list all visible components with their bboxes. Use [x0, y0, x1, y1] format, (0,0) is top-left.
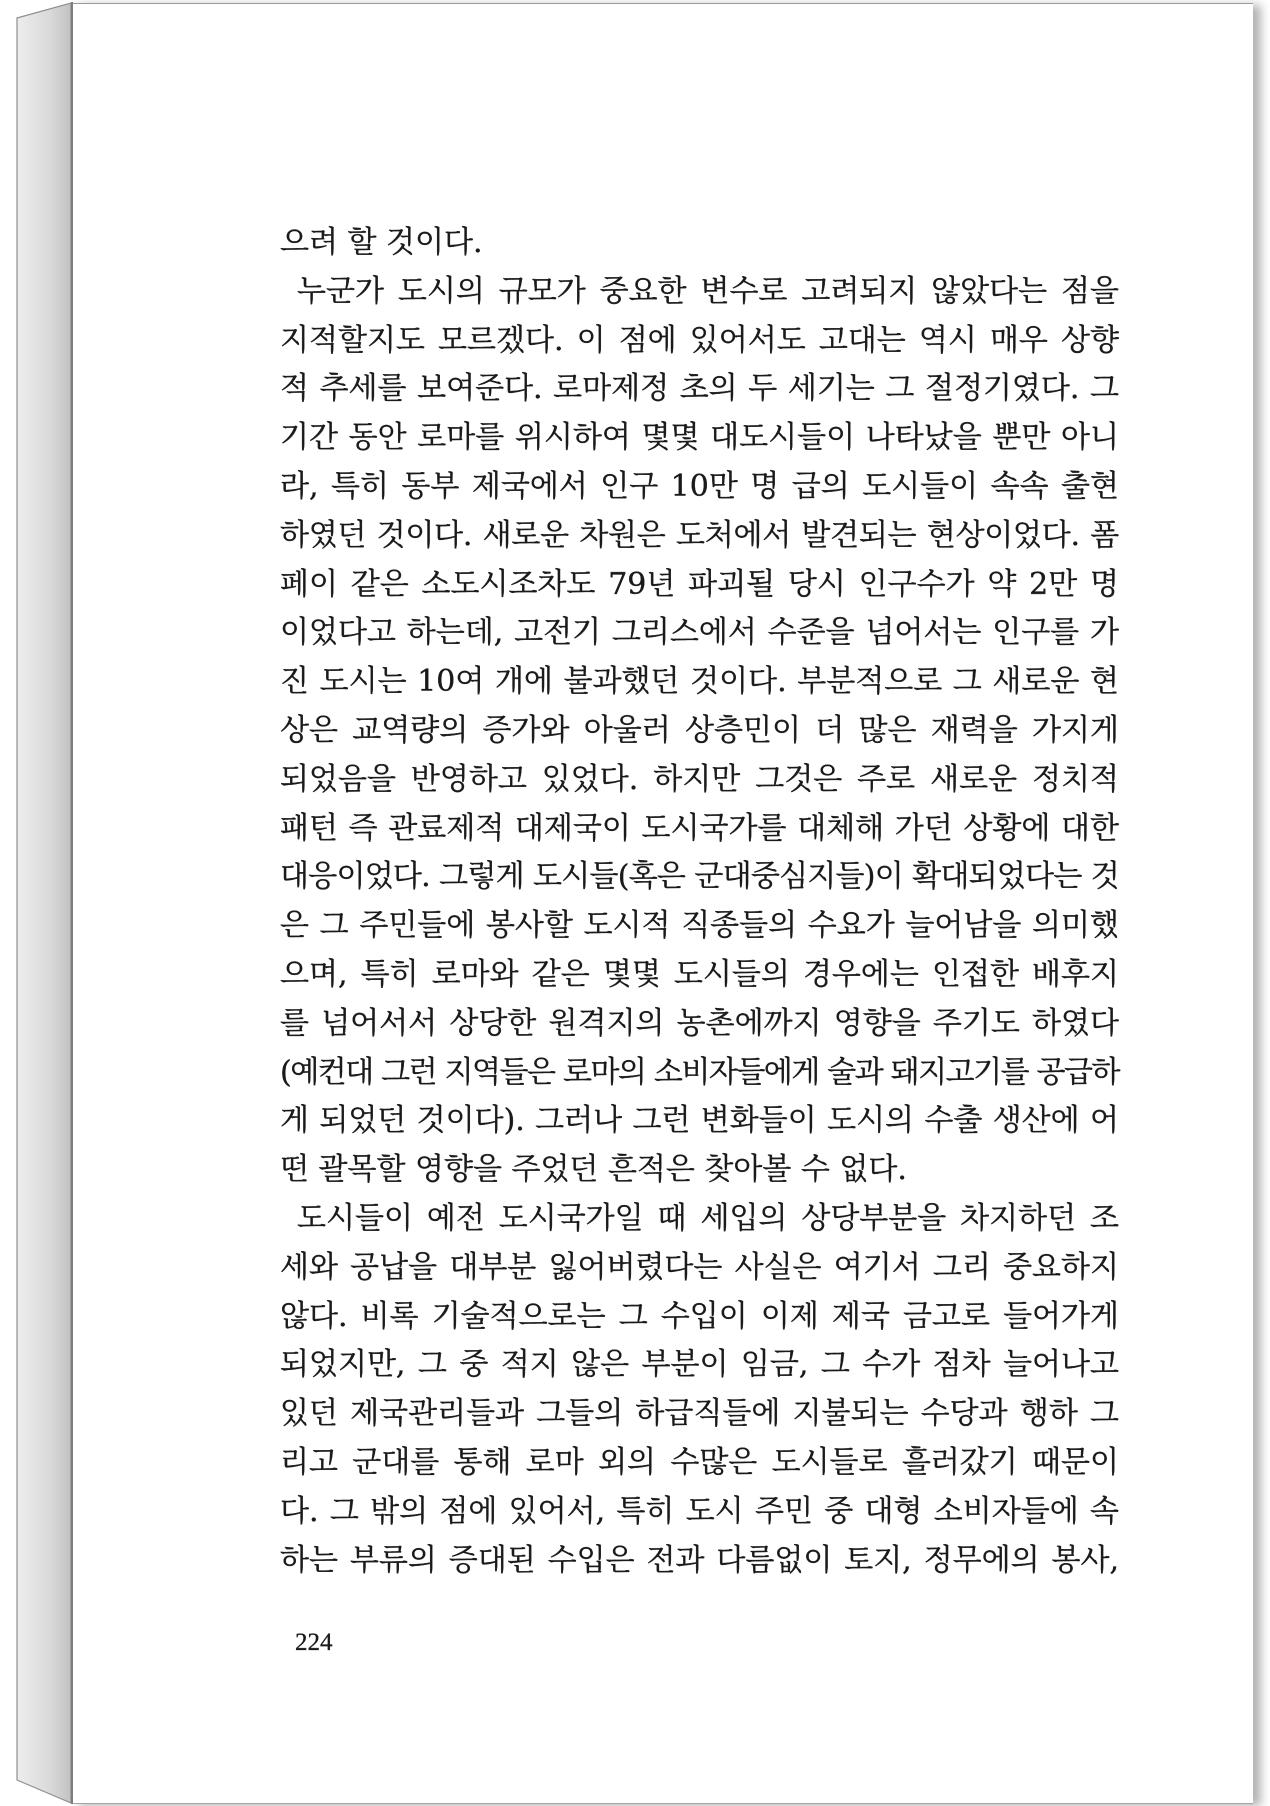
- line-text: 이었다고 하는데, 고전기 그리스에서 수준을 넘어서는 인구를 가: [280, 615, 1119, 651]
- line-text: 않다. 비록 기술적으로는 그 수입이 이제 제국 금고로 들어가게: [280, 1298, 1119, 1334]
- line-text: 리고 군대를 통해 로마 외의 수많은 도시들로 흘러갔기 때문이: [280, 1444, 1119, 1480]
- text-line: [280, 1537, 1119, 1586]
- text-line: [280, 853, 1119, 902]
- text-line: [280, 707, 1119, 756]
- line-text: 지적할지도 모르겠다. 이 점에 있어서도 고대는 역시 매우 상향: [280, 322, 1119, 358]
- text-line: [280, 951, 1119, 1000]
- line-text: 은 그 주민들에 봉사할 도시적 직종들의 수요가 늘어남을 의미했: [280, 908, 1119, 944]
- text-line: [280, 365, 1119, 414]
- line-text: 되었음을 반영하고 있었다. 하지만 그것은 주로 새로운 정치적: [280, 761, 1119, 797]
- line-text: 으며, 특히 로마와 같은 몇몇 도시들의 경우에는 인접한 배후지: [280, 956, 1119, 992]
- line-text: 누군가 도시의 규모가 중요한 변수로 고려되지 않았다는 점을: [297, 273, 1119, 309]
- text-line: [280, 219, 1119, 268]
- line-text: 기간 동안 로마를 위시하여 몇몇 대도시들이 나타났을 뿐만 아니: [280, 420, 1119, 456]
- page-body-text: [280, 219, 1119, 1585]
- text-line: [280, 1244, 1119, 1293]
- text-line: [280, 1000, 1119, 1049]
- text-line: [280, 902, 1119, 951]
- text-line: [280, 1390, 1119, 1439]
- text-line: [280, 1341, 1119, 1390]
- text-line: [280, 609, 1119, 658]
- line-text: 도시들이 예전 도시국가일 때 세입의 상당부분을 차지하던 조: [297, 1200, 1119, 1236]
- line-text: (예컨대 그런 지역들은 로마의 소비자들에게 술과 돼지고기를 공급하: [280, 1054, 1119, 1090]
- text-line: [280, 1293, 1119, 1342]
- line-text: 페이 같은 소도시조차도 79년 파괴될 당시 인구수가 약 2만 명: [280, 566, 1119, 602]
- line-text: 패턴 즉 관료제적 대제국이 도시국가를 대체해 가던 상황에 대한: [280, 810, 1119, 846]
- line-text: 를 넘어서서 상당한 원격지의 농촌에까지 영향을 주기도 하였다: [280, 1005, 1119, 1041]
- line-text: 하는 부류의 증대된 수입은 전과 다름없이 토지, 정무에의 봉사,: [280, 1542, 1119, 1578]
- text-line: [280, 414, 1119, 463]
- text-line: [280, 561, 1119, 610]
- text-line: [280, 268, 1119, 317]
- paragraph: [280, 268, 1119, 1195]
- text-line: [280, 1049, 1119, 1098]
- line-text: 게 되었던 것이다). 그러나 그런 변화들이 도시의 수출 생산에 어: [280, 1103, 1119, 1139]
- book-spine: [0, 0, 74, 1806]
- line-text: 세와 공납을 대부분 잃어버렸다는 사실은 여기서 그리 중요하지: [280, 1249, 1119, 1285]
- line-text: 있던 제국관리들과 그들의 하급직들에 지불되는 수당과 행하 그: [280, 1396, 1119, 1432]
- text-line: [280, 512, 1119, 561]
- text-line: [280, 1488, 1119, 1537]
- line-text: 떤 괄목할 영향을 주었던 흔적은 찾아볼 수 없다.: [280, 1152, 907, 1188]
- line-text: 하였던 것이다. 새로운 차원은 도처에서 발견되는 현상이었다. 폼: [280, 517, 1119, 553]
- text-line: [280, 1146, 1119, 1195]
- line-text: 되었지만, 그 중 적지 않은 부분이 임금, 그 수가 점차 늘어나고: [280, 1347, 1119, 1383]
- line-text: 진 도시는 10여 개에 불과했던 것이다. 부분적으로 그 새로운 현: [280, 664, 1119, 700]
- line-text: 으려 할 것이다.: [280, 225, 483, 260]
- text-line: [280, 1195, 1119, 1244]
- page-edge: [71, 2, 73, 1804]
- text-line: [280, 463, 1119, 512]
- text-line: [280, 317, 1119, 366]
- paragraph: [280, 1195, 1119, 1585]
- text-line: [280, 1097, 1119, 1146]
- text-line: [280, 1439, 1119, 1488]
- text-line: [280, 756, 1119, 805]
- line-text: 적 추세를 보여준다. 로마제정 초의 두 세기는 그 절정기였다. 그: [280, 371, 1119, 407]
- paragraph: [280, 219, 1119, 268]
- line-text: 다. 그 밖의 점에 있어서, 특히 도시 주민 중 대형 소비자들에 속: [280, 1493, 1119, 1529]
- line-text: 상은 교역량의 증가와 아울러 상층민이 더 많은 재력을 가지게: [280, 712, 1119, 748]
- line-text: 대응이었다. 그렇게 도시들(혹은 군대중심지들)이 확대되었다는 것: [280, 859, 1119, 895]
- text-line: [280, 805, 1119, 854]
- page-number: 224: [295, 1629, 333, 1656]
- text-line: [280, 658, 1119, 707]
- line-text: 라, 특히 동부 제국에서 인구 10만 명 급의 도시들이 속속 출현: [280, 468, 1119, 504]
